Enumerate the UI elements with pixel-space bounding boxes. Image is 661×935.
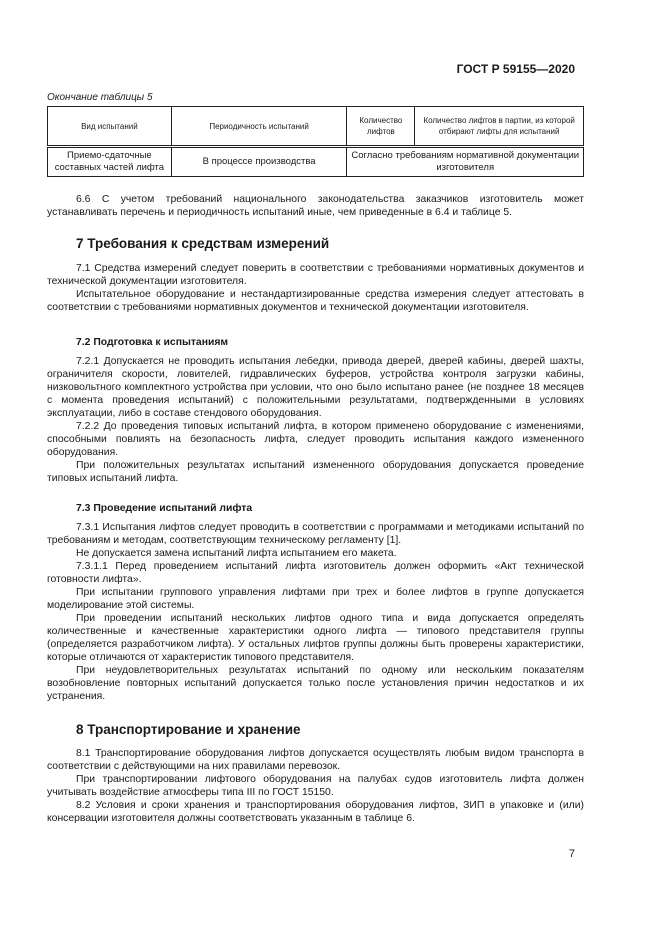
paragraph-7-3-1-b: Не допускается замена испытаний лифта испытанием его макета. <box>76 548 397 559</box>
section-7-2-title: 7.2 Подготовка к испытаниям <box>76 337 229 348</box>
column-header-lift-count: Количество лифтов <box>347 107 415 147</box>
section-7-title: 7 Требования к средствам измерений <box>76 236 330 251</box>
paragraph-8-1-b: При транспортировании лифтового оборудования на палубах судов изготовитель лифта должен учитывать воздействие атмосферы типа III по ГОСТ 15150. <box>47 774 584 798</box>
paragraph-8-2: 8.2 Условия и сроки хранения и транспортирования оборудования лифтов, ЗИП в упаковке и (или) консервации изготовителя должны соответствовать указанным в таблице 6. <box>47 800 584 824</box>
paragraph-7-1: 7.1 Средства измерений следует поверить в соответствии с требованиями нормативных документов и технической документации изготовителя. <box>47 263 584 287</box>
paragraph-7-2-1: 7.2.1 Допускается не проводить испытания лебедки, привода дверей, дверей кабины, дверей шахты, ограничителя скорости, ловителей, гидравлических буферов, устройства контроля загрузки кабины, низковольтного комплектного устройства при условии, что оно было испытано ранее (не позднее 18 месяцев с момента проведения испытаний) с положительными результатами, подтвержденными в условиях эксплуатации, либо в составе стендового оборудования. <box>47 356 584 419</box>
document-code: ГОСТ Р 59155—2020 <box>456 62 575 76</box>
section-7-3-title: 7.3 Проведение испытаний лифта <box>76 503 253 514</box>
column-header-frequency: Периодичность испытаний <box>171 107 347 147</box>
section-7-3-body <box>47 521 584 703</box>
section-7-body <box>47 262 584 314</box>
cell-frequency: В процессе производства <box>171 147 347 177</box>
cell-test-type: Приемо-сдаточные составных частей лифта <box>48 147 172 177</box>
page-number: 7 <box>568 848 575 860</box>
paragraph-7-2-3: При положительных результатах испытаний измененного оборудования допускается проведение типовых испытаний лифта. <box>47 460 584 484</box>
section-8-body <box>47 747 584 825</box>
paragraph-7-3-1: 7.3.1 Испытания лифтов следует проводить в соответствии с программами и методиками испытаний по требованиям и методам, соответствующим техническому регламенту [1]. <box>47 522 584 546</box>
paragraph-8-1: 8.1 Транспортирование оборудования лифтов допускается осуществлять любым видом транспорта в соответствии с действующими на них правилами перевозок. <box>47 748 584 772</box>
section-8-title: 8 Транспортирование и хранение <box>76 722 301 737</box>
table-5-end <box>47 106 584 177</box>
table-caption: Окончание таблицы 5 <box>47 92 153 103</box>
paragraph-7-3-1-1-b: При испытании группового управления лифтами при трех и более лифтов в группе допускается моделирование этой системы. <box>47 587 584 611</box>
column-header-batch-size: Количество лифтов в партии, из которой отбирают лифты для испытаний <box>415 107 584 147</box>
paragraph-7-3-1-1: 7.3.1.1 Перед проведением испытаний лифта изготовитель должен оформить «Акт технической готовности лифта». <box>47 561 584 585</box>
paragraph-7-1-b: Испытательное оборудование и нестандартизированные средства измерения следует аттестовать в соответствии с требованиями нормативных документов и технической документации изготовителя. <box>47 289 584 313</box>
paragraph-7-2-2: 7.2.2 До проведения типовых испытаний лифта, в котором применено оборудование с изменениями, способными повлиять на безопасность лифта, следует проводить испытания каждого измененного оборудования. <box>47 421 584 458</box>
paragraph-6-6: 6.6 С учетом требований национального законодательства заказчиков изготовитель может устанавливать перечень и периодичность испытаний иные, чем приведенные в 6.4 и таблице 5. <box>47 194 584 218</box>
column-header-test-type: Вид испытаний <box>48 107 172 147</box>
section-7-2-body <box>47 355 584 485</box>
table-row <box>48 147 584 177</box>
cell-merged-requirements: Согласно требованиям нормативной документации изготовителя <box>347 147 584 177</box>
paragraph-7-3-1-1-c: При проведении испытаний нескольких лифтов одного типа и вида допускается определять количественные и качественные характеристики одного лифта — типового представителя группы (определяется разработчиком лифта). У остальных лифтов группы должны быть проверены характеристики, которые отличаются от характеристик типового представителя. <box>47 613 584 663</box>
paragraph-7-3-1-1-d: При неудовлетворительных результатах испытаний по одному или нескольким показателям возобновление повторных испытаний допускается только после установления причин недостатков и их устранения. <box>47 665 584 702</box>
